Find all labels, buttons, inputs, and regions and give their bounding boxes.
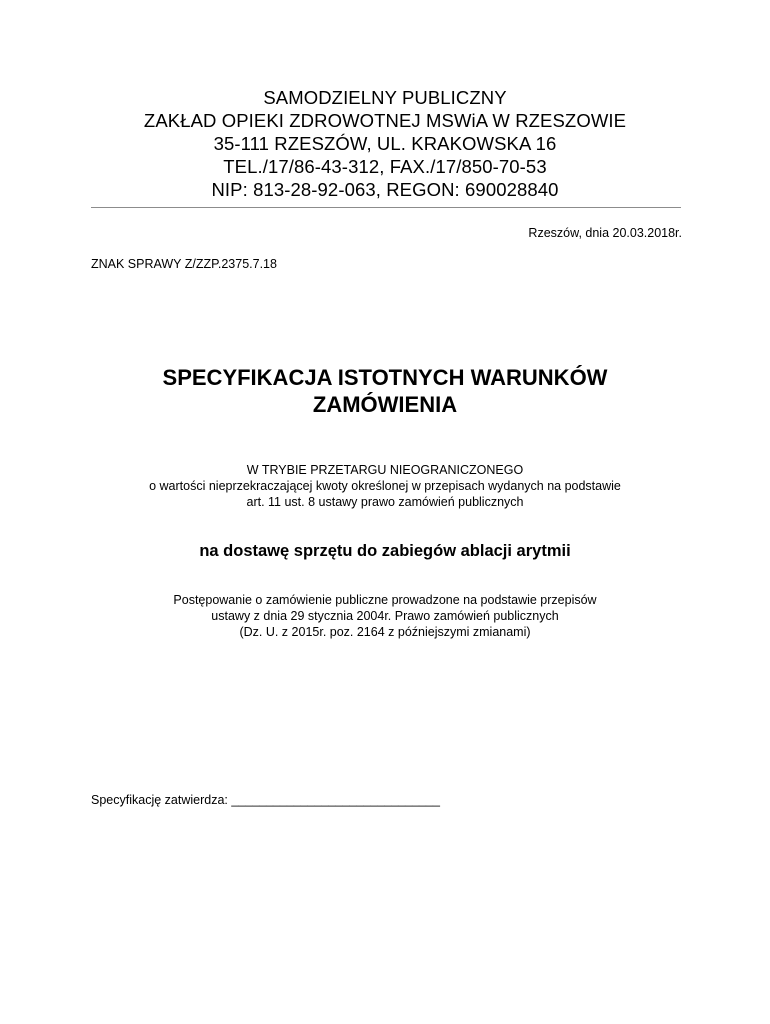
document-title [0, 364, 770, 418]
document-date: Rzeszów, dnia 20.03.2018r. [528, 226, 682, 240]
mode-line-1: W TRYBIE PRZETARGU NIEOGRANICZONEGO [246, 463, 524, 477]
title-line-2: ZAMÓWIENIA [312, 392, 458, 417]
letterhead-line-1: SAMODZIELNY PUBLICZNY [263, 87, 507, 108]
case-number: ZNAK SPRAWY Z/ZZP.2375.7.18 [91, 257, 277, 271]
legal-basis-line-1: Postępowanie o zamówienie publiczne prowadzone na podstawie przepisów [173, 593, 597, 607]
letterhead [0, 86, 770, 201]
letterhead-line-4: TEL./17/86-43-312, FAX./17/850-70-53 [223, 156, 547, 177]
mode-line-3: art. 11 ust. 8 ustawy prawo zamówień publicznych [246, 495, 524, 509]
procurement-subject: na dostawę sprzętu do zabiegów ablacji arytmii [199, 542, 571, 560]
title-line-1: SPECYFIKACJA ISTOTNYCH WARUNKÓW [162, 365, 608, 390]
legal-basis-line-3: (Dz. U. z 2015r. poz. 2164 z późniejszymi zmianami) [239, 625, 531, 639]
approval-signature-line: Specyfikację zatwierdza: ______________________________ [91, 793, 440, 807]
letterhead-line-2: ZAKŁAD OPIEKI ZDROWOTNEJ MSWiA W RZESZOWIE [143, 110, 627, 131]
mode-line-2: o wartości nieprzekraczającej kwoty określonej w przepisach wydanych na podstawie [149, 479, 621, 493]
header-divider [91, 207, 681, 208]
legal-basis-line-2: ustawy z dnia 29 stycznia 2004r. Prawo zamówień publicznych [211, 609, 559, 623]
letterhead-line-3: 35-111 RZESZÓW, UL. KRAKOWSKA 16 [213, 133, 557, 154]
procurement-mode [0, 462, 770, 510]
letterhead-line-5: NIP: 813-28-92-063, REGON: 690028840 [211, 179, 559, 200]
legal-basis [0, 592, 770, 640]
